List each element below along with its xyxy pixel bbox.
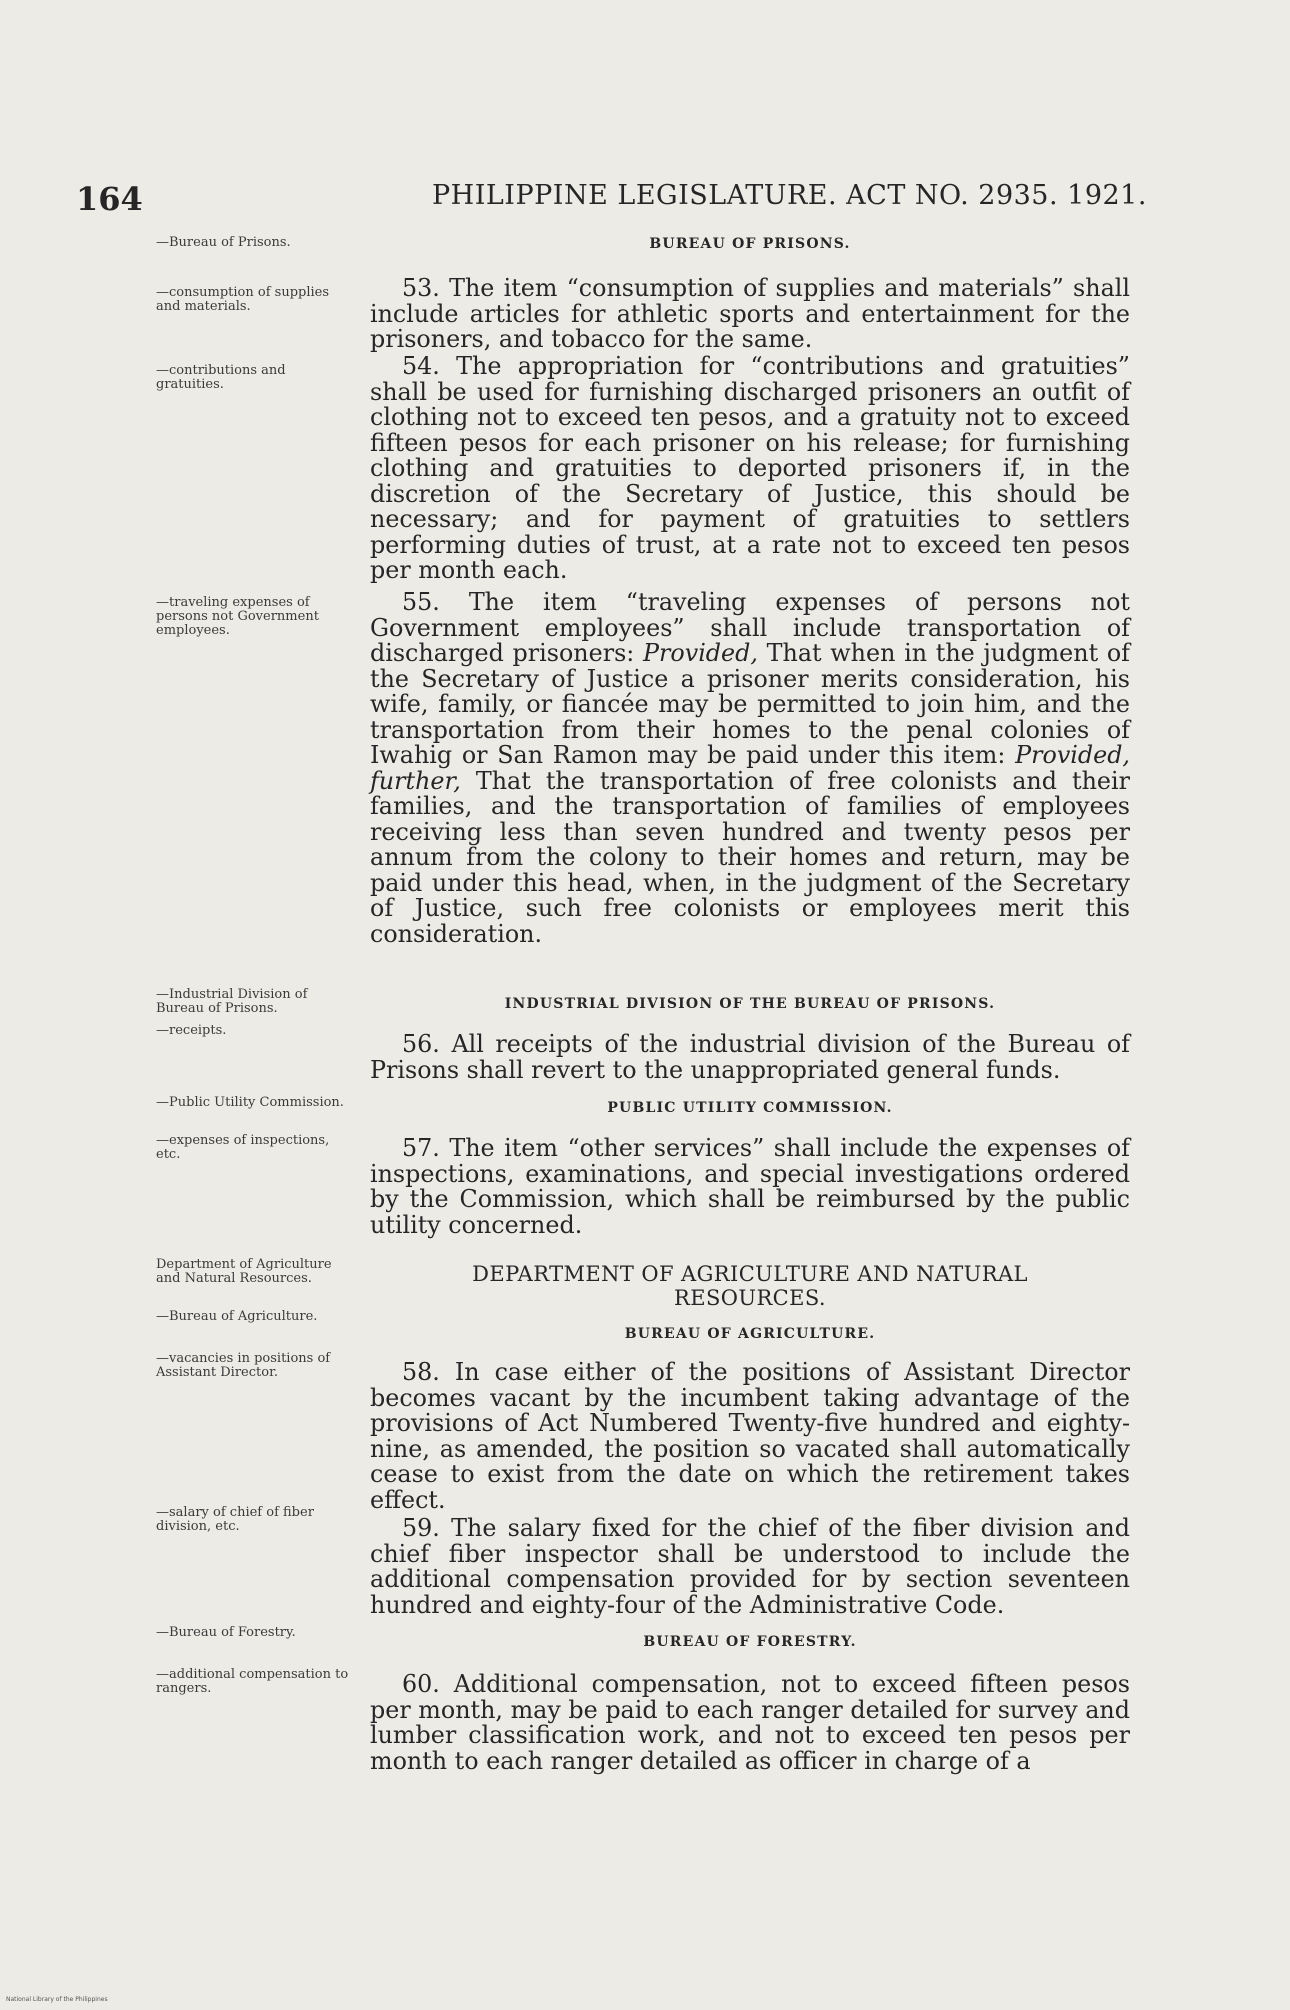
sidenote-vacancies: —vacancies in positions of Assistant Director. [156,1351,331,1380]
paragraph-text: Additional compensation, not to exceed fifteen pesos per month, may be paid to each ranger detailed for survey and lumber classification work, and not to exceed ten pesos per month to each ranger detailed as officer in charge of a [370,1670,1130,1775]
sidenote-contributions: —contributions and gratuities. [156,363,286,392]
sidenote-inspections: —expenses of inspections, etc. [156,1133,330,1162]
paragraph-text: All receipts of the industrial division of the Bureau of Prisons shall revert to the unappropriated general funds. [370,1030,1130,1084]
paragraph-text: The appropriation for “contributions and gratuities” shall be used for furnishing discharged prisoners an outfit of clothing not to exceed ten pesos, and a gratuity not to exceed fifteen pesos for each prisoner on his release; for furnishing clothing and gratuities to deported prisoners if, in the discretion of the Secretary of Justice, this should be necessary; and for payment of gratuities to settlers performing duties of trust, at a rate not to exceed ten pesos per month each. [370,352,1130,584]
paragraph-57 [370,1136,1130,1238]
section-heading-bureau-of-forestry: BUREAU OF FORESTRY. [643,1634,857,1650]
sidenote-public-utility: —Public Utility Commission. [156,1095,344,1110]
paragraph-text: The item “traveling expenses of persons not Government employees” shall include transportation of discharged prisoners: [370,588,1130,667]
sidenote-salary: —salary of chief of fiber division, etc. [156,1505,314,1534]
paragraph-text: The salary fixed for the chief of the fiber division and chief fiber inspector shall be understood to include the additional compensation provided for by section seventeen hundred and eighty-four of the Administrative Code. [370,1514,1130,1619]
section-heading-industrial-division: INDUSTRIAL DIVISION OF THE BUREAU OF PRISONS. [504,996,996,1012]
page-number: 164 [76,180,143,218]
sidenote-consumption: —consumption of supplies and materials. [156,285,330,314]
department-heading-line: RESOURCES. [674,1286,826,1310]
paragraph-number: 56. [402,1030,440,1058]
paragraph-number: 59. [402,1514,440,1542]
paragraph-59 [370,1516,1130,1618]
sidenote-industrial-division: —Industrial Division of Bureau of Prisons. [156,987,308,1016]
paragraph-58 [370,1360,1130,1513]
proviso: Provided, further, [370,741,1130,795]
department-heading-line: DEPARTMENT OF AGRICULTURE AND NATURAL [472,1262,1028,1286]
sidenote-department-agriculture: Department of Agriculture and Natural Resources. [156,1257,332,1286]
paragraph-number: 60. [402,1670,440,1698]
department-heading [370,1262,1130,1310]
paragraph-text: In case either of the positions of Assistant Director becomes vacant by the incumbent taking advantage of the provisions of Act Numbered Twenty-five hundred and eighty-nine, as amended, the position so vacated shall automatically cease to exist from the date on which the retirement takes effect. [370,1358,1130,1514]
paragraph-number: 55. [402,588,440,616]
paragraph-number: 53. [402,274,440,302]
section-heading-bureau-of-agriculture: BUREAU OF AGRICULTURE. [624,1326,876,1342]
sidenote-bureau-of-agriculture: —Bureau of Agriculture. [156,1309,318,1324]
sidenote-receipts: —receipts. [156,1023,227,1038]
paragraph-60 [370,1672,1130,1774]
sidenote-traveling-expenses: —traveling expenses of persons not Government employees. [156,595,319,638]
paragraph-text: That the transportation of free colonists and their families, and the transportation of families of employees receiving less than seven hundred and twenty pesos per annum from the colony to their homes and return, may be paid under this head, when, in the judgment of the Secretary of Justice, such free colonists or employees merit this consideration. [370,766,1130,948]
footer-credit: National Library of the Philippines [6,1996,108,2003]
running-head: PHILIPPINE LEGISLATURE. ACT NO. 2935. 1921. [432,180,1147,211]
section-heading-public-utility: PUBLIC UTILITY COMMISSION. [607,1100,893,1116]
paragraph-number: 58. [402,1358,440,1386]
sidenote-bureau-of-prisons: —Bureau of Prisons. [156,235,291,250]
proviso: Provided, [643,639,758,667]
paragraph-number: 57. [402,1134,440,1162]
paragraph-54 [370,354,1130,584]
paragraph-56 [370,1032,1130,1083]
paragraph-text: That when in the judgment of the Secretary of Justice a prisoner merits consideration, his wife, family, or fiancée may be permitted to join him, and the transportation from their homes to the penal colonies of Iwahig or San Ramon may be paid under this item: [370,639,1130,769]
section-heading-bureau-of-prisons: BUREAU OF PRISONS. [649,236,851,252]
paragraph-53 [370,276,1130,353]
sidenote-additional-compensation: —additional compensation to rangers. [156,1667,349,1696]
paragraph-text: The item “other services” shall include the expenses of inspections, examinations, and special investigations ordered by the Commission, which shall be reimbursed by the public utility concerned. [370,1134,1130,1239]
paragraph-number: 54. [402,352,440,380]
sidenote-bureau-of-forestry: —Bureau of Forestry. [156,1625,296,1640]
paragraph-text: The item “consumption of supplies and materials” shall include articles for athletic sports and entertainment for the prisoners, and tobacco for the same. [370,274,1130,353]
paragraph-55 [370,590,1130,947]
